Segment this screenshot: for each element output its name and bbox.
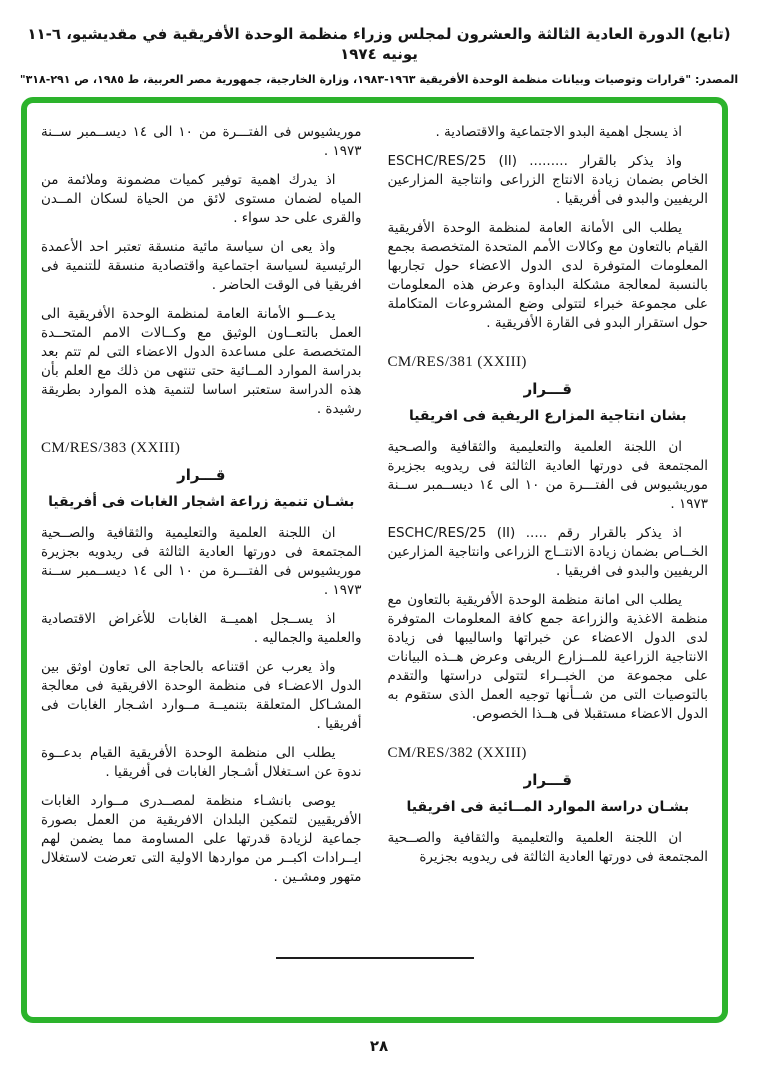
paragraph: ان اللجنة العلمية والتعليمية والثقافية والصــحية المجتمعة فى دورتها العادية الثالثة فى ريدويه بجزيرة [387, 830, 708, 865]
paragraph: يطلب الى امانة منظمة الوحدة الأفريقية بالتعاون مع منظمة الاغذية والزراعة جمع كافة المعلومات المتوفرة لدى الدول الاعضاء عن خبراتها واساليبها فى زيادة الانتاجية الزراعية للمــزارع الريفى وعرض هــذه البيانات على مجموعة من الخبــراء لتتولى دراستها والتقدم بالتوصيات التى من شــأنها توجيه العمل الذى ستقوم به الدول الاعضاء مستقبلا فى هــذا الخصوص. [387, 592, 708, 722]
paragraph: ان اللجنة العلمية والتعليمية والثقافية والصــحية المجتمعة فى دورتها العادية الثالثة فى ريدويه بجزيرة موريشيوس فى الفتـــرة من ١٠ الى ١٤ ديســمبر ســنة ١٩٧٣ . [41, 525, 362, 598]
paragraph: واذ يعى ان سياسة مائية منسقة تعتبر احد الأعمدة الرئيسية لسياسة اجتماعية واقتصادية منسقة للتنمية فى افريقيا فى الوقت الحاضر . [41, 239, 362, 293]
paragraph: اذ يذكر بالقرار رقم ..... ESCHC/RES/25 (II) الخــاص بضمان زيادة الانتــاج الزراعى وانتاجية المزارعين الريفيين والبدو فى افريقيا . [387, 525, 708, 579]
column-left [41, 123, 362, 951]
resolution-subject: بشـان تنمية زراعة اشجار الغابات فى أفريقيا [48, 494, 355, 510]
resolution-code: CM/RES/383 (XXIII) [41, 440, 181, 456]
resolution-heading: قـــرار [523, 771, 572, 789]
green-bordered-content-box [21, 97, 728, 1023]
paragraph: واذ يعرب عن اقتناعه بالحاجة الى تعاون اوثق بين الدول الاعضـاء فى منظمة الوحدة الافريقية فى معالجة المشـاكل المتعلقة بتنميــة مــوارد اشـجار الغابات فى أفريقيا . [41, 659, 362, 732]
footer-divider-rule [276, 957, 474, 959]
resolution-subject: بشـان دراسة الموارد المــائية فى افريقيا [406, 799, 689, 815]
column-right [388, 123, 709, 951]
paragraph: اذ يســجل اهميــة الغابات للأغراض الاقتصادية والعلمية والجماليه . [41, 611, 362, 646]
session-title: (تابع) الدورة العادية الثالثة والعشرون لمجلس وزراء منظمة الوحدة الأفريقية في مقديشيو، ٦-١١ يونيه ١٩٧٤ [27, 25, 731, 63]
paragraph: اذ يدرك اهمية توفير كميات مضمونة وملائمة من المياه لضمان مستوى لائق من الحياة لسكان المــدن والقرى على حد سواء . [41, 172, 362, 226]
page-header [14, 24, 744, 87]
paragraph: يدعـــو الأمانة العامة لمنظمة الوحدة الأفريقية الى العمل بالتعــاون الوثيق مع وكــالات الامم المتحــدة المتخصصة على مساعدة الدول الاعضاء التى لم تتم بعد بدراسة الموارد المــائية حتى تنتهى من ذلك مع العلم بأن هذه الدراسة ستعتبر اساسا لتنمية هذه الموارد بطريقة رشيدة . [41, 306, 362, 417]
paragraph-continued: موريشيوس فى الفتـــرة من ١٠ الى ١٤ ديســمبر ســنة ١٩٧٣ . [41, 124, 362, 159]
paragraph: يطلب الى الأمانة العامة لمنظمة الوحدة الأفريقية القيام بالتعاون مع وكالات الأمم المتحدة المتخصصة بجمع المعلومات المتوفرة لدى الدول الاعضاء حول تجاربها بالنسبة لمعالجة مشكلة البداوة وعرض هذه المعلومات على مجموعة خبراء لتتولى وضع المشروعات المتكاملة حول استقرار البدو فى القارة الأفريقية . [387, 220, 708, 331]
two-column-text [41, 123, 708, 951]
paragraph: يطلب الى منظمة الوحدة الأفريقية القيام بدعــوة ندوة عن اسـتغلال أشـجار الغابات فى أفريقيا . [41, 745, 362, 780]
source-citation: المصدر: "قرارات وتوصيات وبيانات منظمة الوحدة الأفريقية ١٩٦٣-١٩٨٣، وزارة الخارجية، جمهورية مصر العربية، ط ١٩٨٥، ص ٢٩١-٣١٨" [19, 73, 739, 86]
resolution-code: CM/RES/382 (XXIII) [387, 745, 527, 761]
paragraph: واذ يذكر بالقرار ......... ESCHC/RES/25 (II) الخاص بضمان زيادة الانتاج الزراعى وانتاجية المزارعين الريفيين والبدو فى أفريقيا . [387, 153, 708, 207]
paragraph: اذ يسجل اهمية البدو الاجتماعية والاقتصادية . [435, 124, 682, 140]
resolution-heading: قـــرار [523, 380, 572, 398]
paragraph: يوصى بانشـاء منظمة لمصــدرى مــوارد الغابات الأفريقيين لتمكين البلدان الافريقية من العمل بصورة جماعية لزيادة قدرتها على المساومة مما يضمن لهم ايــرادات اكبــر من مواردها الاولية التى تعرضت لاستغلال متهور ومشـين . [41, 793, 362, 885]
resolution-code: CM/RES/381 (XXIII) [387, 354, 527, 370]
page-number: ٢٨ [369, 1037, 389, 1055]
resolution-heading: قـــرار [177, 466, 226, 484]
paragraph: ان اللجنة العلمية والتعليمية والثقافية والصـحية المجتمعة فى دورتها العادية الثالثة فى ريدويه بجزيرة موريشيوس فى الفتـــرة من ١٠ الى ١٤ ديســمبر ســنة ١٩٧٣ . [387, 439, 708, 512]
resolution-subject: بشان انتاجية المزارع الريفية فى افريقيا [408, 408, 687, 424]
